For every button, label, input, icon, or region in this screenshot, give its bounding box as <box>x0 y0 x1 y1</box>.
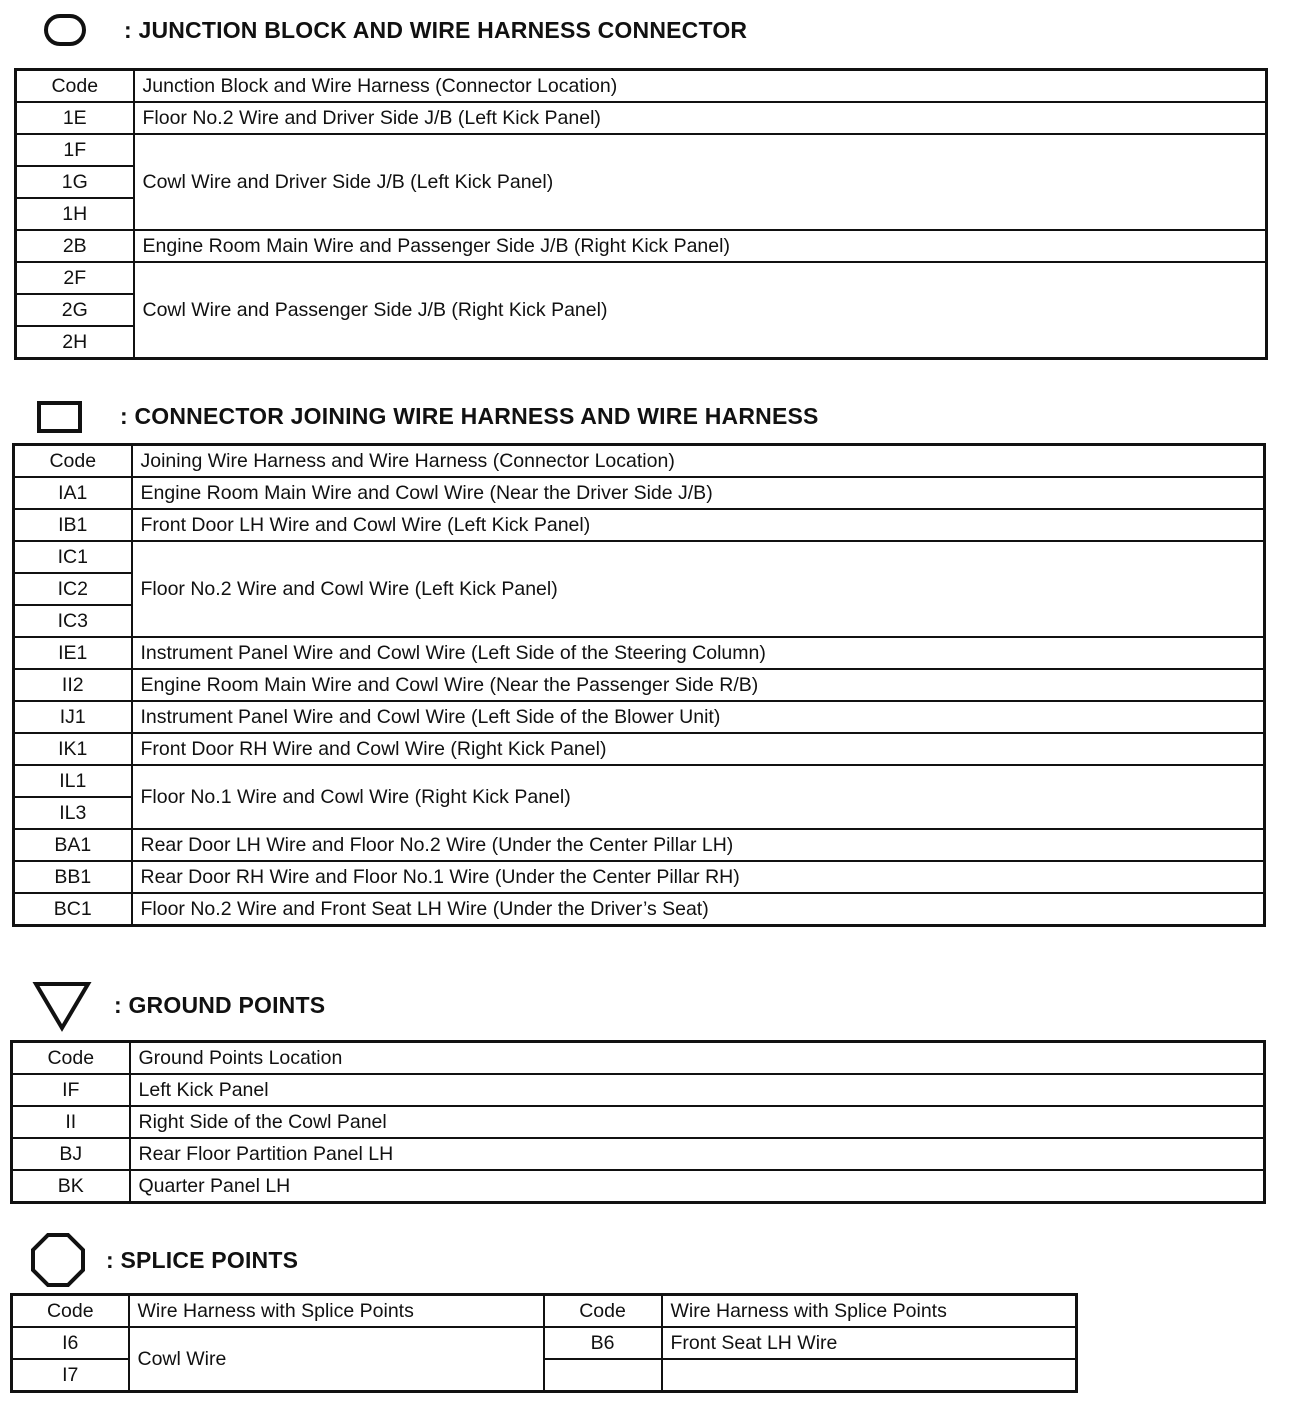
table-header-row <box>12 1042 1265 1075</box>
table-row <box>14 477 1265 509</box>
code-cell: B6 <box>544 1327 662 1359</box>
ground-section-header <box>32 978 325 1032</box>
rectangle-icon <box>36 396 84 436</box>
code-cell: BK <box>12 1170 130 1203</box>
table-header-row <box>14 445 1265 478</box>
desc-cell: Rear Door RH Wire and Floor No.1 Wire (Under the Center Pillar RH) <box>132 861 1265 893</box>
table-row <box>14 637 1265 669</box>
code-header: Code <box>12 1295 129 1328</box>
splice-table <box>10 1293 1078 1393</box>
code-header: Code <box>16 70 134 103</box>
code-cell: I6 <box>12 1327 129 1359</box>
desc-cell: Front Seat LH Wire <box>662 1327 1077 1359</box>
code-cell: IL3 <box>14 797 132 829</box>
code-cell: IF <box>12 1074 130 1106</box>
code-cell: IB1 <box>14 509 132 541</box>
junction-section-header <box>42 10 747 50</box>
desc-cell: Floor No.1 Wire and Cowl Wire (Right Kick Panel) <box>132 765 1265 829</box>
rounded-rectangle-icon <box>42 10 88 50</box>
junction-table <box>14 68 1268 360</box>
code-cell: IE1 <box>14 637 132 669</box>
table-row <box>14 541 1265 573</box>
desc-header: Junction Block and Wire Harness (Connector Location) <box>134 70 1267 103</box>
empty-cell <box>544 1359 662 1392</box>
table-row <box>14 669 1265 701</box>
table-row <box>14 861 1265 893</box>
octagon-icon <box>30 1232 86 1288</box>
desc-cell: Left Kick Panel <box>130 1074 1265 1106</box>
table-row <box>12 1170 1265 1203</box>
code-cell: 1F <box>16 134 134 166</box>
desc-cell: Floor No.2 Wire and Front Seat LH Wire (Under the Driver’s Seat) <box>132 893 1265 926</box>
desc-cell: Instrument Panel Wire and Cowl Wire (Left Side of the Blower Unit) <box>132 701 1265 733</box>
code-cell: 2H <box>16 326 134 359</box>
code-cell: BA1 <box>14 829 132 861</box>
table-row <box>14 765 1265 797</box>
connector-section-title: : CONNECTOR JOINING WIRE HARNESS AND WIRE HARNESS <box>120 402 819 429</box>
table-row <box>14 509 1265 541</box>
desc-cell: Quarter Panel LH <box>130 1170 1265 1203</box>
table-row <box>12 1327 1077 1359</box>
empty-cell <box>662 1359 1077 1392</box>
code-cell: 1H <box>16 198 134 230</box>
code-cell: II2 <box>14 669 132 701</box>
desc-cell: Rear Floor Partition Panel LH <box>130 1138 1265 1170</box>
desc-header: Joining Wire Harness and Wire Harness (Connector Location) <box>132 445 1265 478</box>
splice-section-title: : SPLICE POINTS <box>106 1246 299 1273</box>
connector-table <box>12 443 1266 927</box>
table-row <box>14 893 1265 926</box>
ground-section-title: : GROUND POINTS <box>114 991 326 1018</box>
desc-cell: Instrument Panel Wire and Cowl Wire (Left Side of the Steering Column) <box>132 637 1265 669</box>
code-cell: IC2 <box>14 573 132 605</box>
code-cell: 1E <box>16 102 134 134</box>
desc-cell: Rear Door LH Wire and Floor No.2 Wire (Under the Center Pillar LH) <box>132 829 1265 861</box>
table-row <box>14 701 1265 733</box>
code-cell: IC3 <box>14 605 132 637</box>
code-cell: BB1 <box>14 861 132 893</box>
ground-table <box>10 1040 1266 1204</box>
junction-section-title: : JUNCTION BLOCK AND WIRE HARNESS CONNECTOR <box>124 16 748 43</box>
code-cell: IA1 <box>14 477 132 509</box>
code-header: Code <box>12 1042 130 1075</box>
splice-section-header <box>30 1232 298 1288</box>
code-header: Code <box>544 1295 662 1328</box>
code-header: Code <box>14 445 132 478</box>
table-row <box>14 829 1265 861</box>
table-header-row <box>16 70 1267 103</box>
table-row <box>16 262 1267 294</box>
desc-header: Wire Harness with Splice Points <box>662 1295 1077 1328</box>
code-cell: 2B <box>16 230 134 262</box>
code-cell: IJ1 <box>14 701 132 733</box>
desc-cell: Cowl Wire and Passenger Side J/B (Right Kick Panel) <box>134 262 1267 359</box>
code-cell: BJ <box>12 1138 130 1170</box>
code-cell: 1G <box>16 166 134 198</box>
code-cell: II <box>12 1106 130 1138</box>
desc-cell: Floor No.2 Wire and Driver Side J/B (Left Kick Panel) <box>134 102 1267 134</box>
desc-cell: Engine Room Main Wire and Passenger Side J/B (Right Kick Panel) <box>134 230 1267 262</box>
desc-cell: Right Side of the Cowl Panel <box>130 1106 1265 1138</box>
desc-cell: Cowl Wire and Driver Side J/B (Left Kick Panel) <box>134 134 1267 230</box>
table-row <box>14 733 1265 765</box>
code-cell: IK1 <box>14 733 132 765</box>
table-row <box>12 1106 1265 1138</box>
code-cell: 2F <box>16 262 134 294</box>
connector-section-header <box>36 396 819 436</box>
table-row <box>16 134 1267 166</box>
table-row <box>12 1138 1265 1170</box>
code-cell: 2G <box>16 294 134 326</box>
desc-cell: Floor No.2 Wire and Cowl Wire (Left Kick Panel) <box>132 541 1265 637</box>
desc-header: Ground Points Location <box>130 1042 1265 1075</box>
code-cell: IC1 <box>14 541 132 573</box>
code-cell: IL1 <box>14 765 132 797</box>
code-cell: BC1 <box>14 893 132 926</box>
desc-header: Wire Harness with Splice Points <box>129 1295 544 1328</box>
desc-cell: Engine Room Main Wire and Cowl Wire (Near the Passenger Side R/B) <box>132 669 1265 701</box>
table-row <box>12 1074 1265 1106</box>
table-header-row <box>12 1295 1077 1328</box>
desc-cell: Engine Room Main Wire and Cowl Wire (Near the Driver Side J/B) <box>132 477 1265 509</box>
table-row <box>16 102 1267 134</box>
triangle-down-icon <box>32 978 92 1032</box>
table-row <box>16 230 1267 262</box>
desc-cell: Front Door RH Wire and Cowl Wire (Right Kick Panel) <box>132 733 1265 765</box>
desc-cell: Front Door LH Wire and Cowl Wire (Left Kick Panel) <box>132 509 1265 541</box>
desc-cell: Cowl Wire <box>129 1327 544 1392</box>
code-cell: I7 <box>12 1359 129 1392</box>
